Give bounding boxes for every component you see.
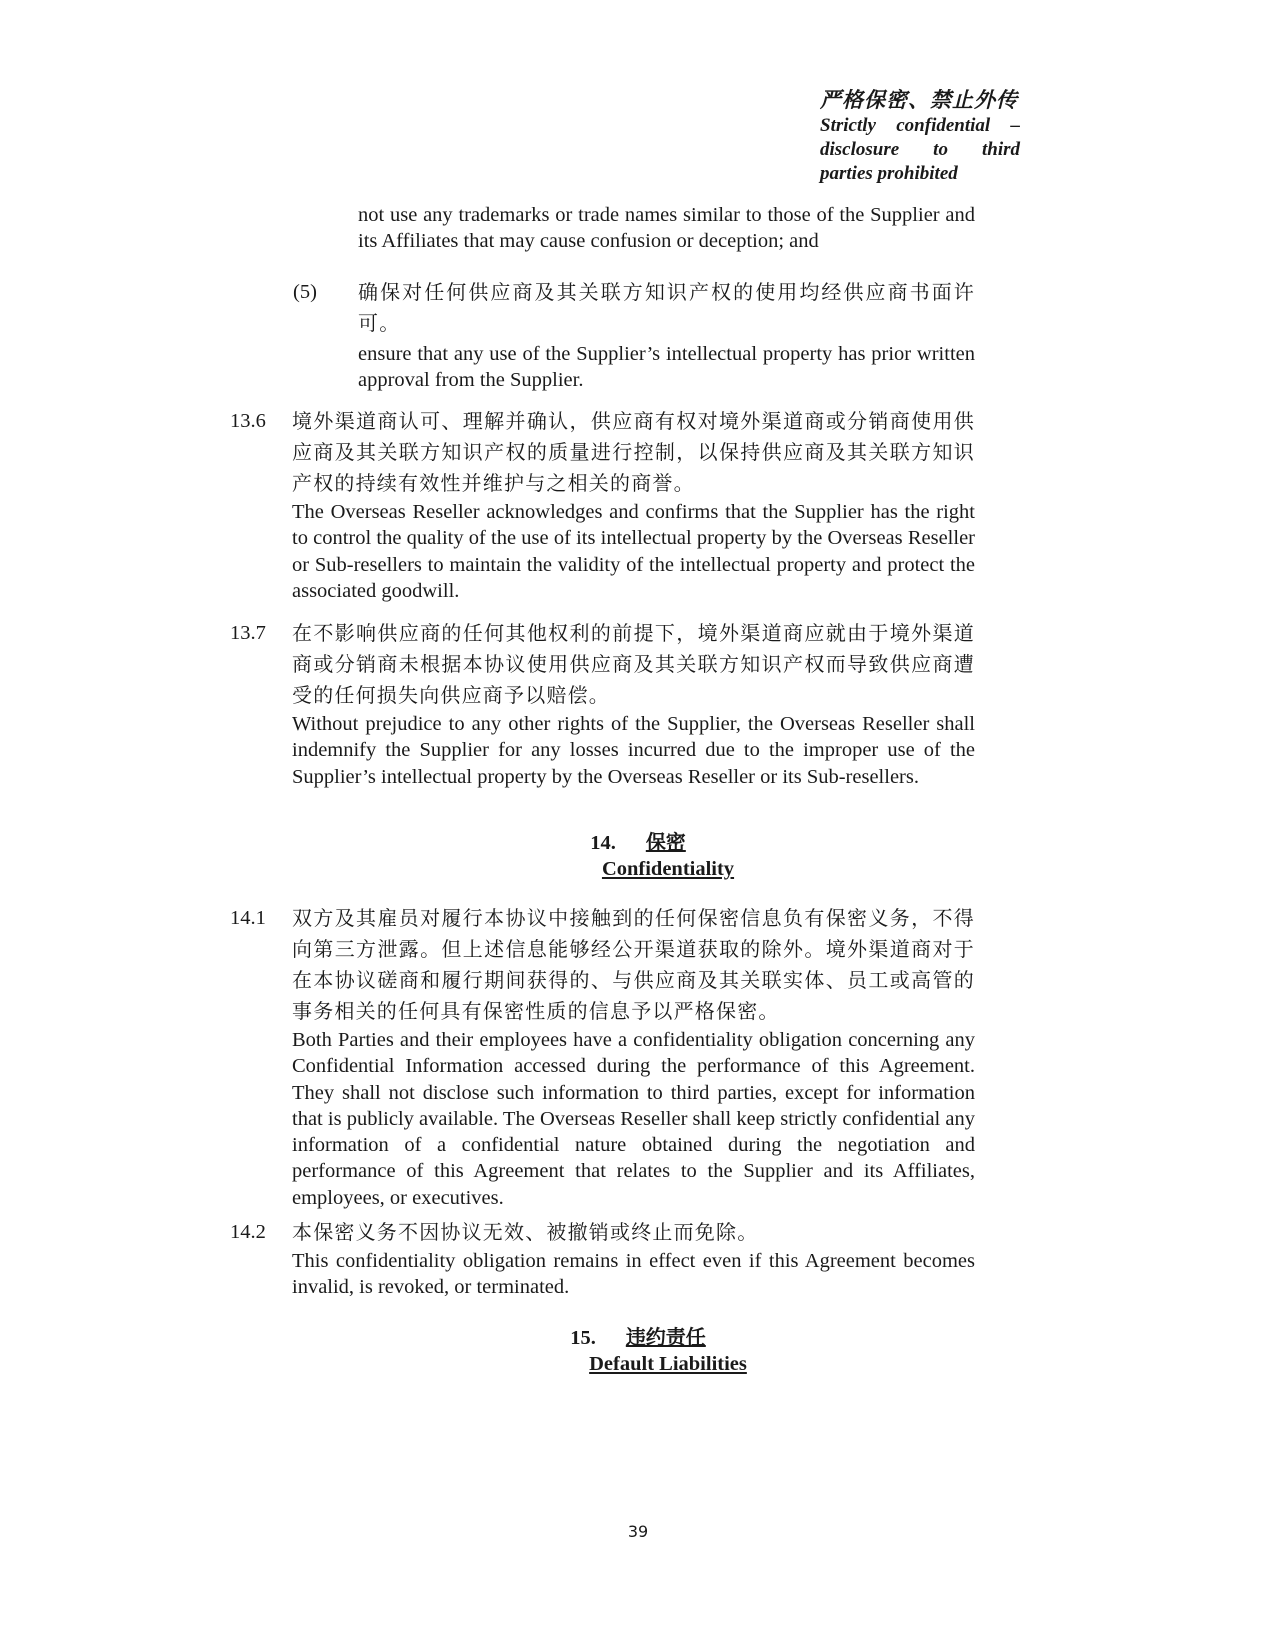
confidentiality-notice-en-line1: Strictly confidential – <box>820 115 1020 136</box>
confidentiality-notice-en-line2: disclosure to third <box>820 139 1020 160</box>
clause-13-7 <box>292 618 975 790</box>
clause-13-7-number: 13.7 <box>230 622 266 644</box>
section-14-heading <box>0 829 1276 882</box>
section-15-title-zh: 违约责任 <box>625 1325 706 1349</box>
clause-13-6-zh: 境外渠道商认可、理解并确认，供应商有权对境外渠道商或分销商使用供应商及其关联方知识产权的质量进行控制，以保持供应商及其关联方知识产权的持续有效性并维护与之相关的商誉。 <box>292 409 975 495</box>
section-14-title-en: Confidentiality <box>601 858 735 880</box>
clause-13-6-number: 13.6 <box>230 410 266 432</box>
confidentiality-notice-en-line3: parties prohibited <box>820 163 958 184</box>
clause-14-1-zh: 双方及其雇员对履行本协议中接触到的任何保密信息负有保密义务，不得向第三方泄露。但上述信息能够经公开渠道获取的除外。境外渠道商对于在本协议磋商和履行期间获得的、与供应商及其关联实体、员工或高管的事务相关的任何具有保密性质的信息予以严格保密。 <box>292 906 975 1023</box>
item-5-en: ensure that any use of the Supplier’s intellectual property has prior written approval from the Supplier. <box>358 343 975 392</box>
section-15-heading <box>0 1324 1276 1377</box>
clause-14-1-en: Both Parties and their employees have a confidentiality obligation concerning any Confidential Information accessed during the performance of this Agreement. They shall not disclose such information to third parties, except for information that is publicly available. The Overseas Reseller shall keep strictly confidential any information of a confidential nature obtained during the negotiation and performance of this Agreement that relates to the Supplier and its Affiliates, employees, or executives. <box>292 1029 975 1209</box>
clause-14-1 <box>292 903 975 1211</box>
item-4-en: not use any trademarks or trade names similar to those of the Supplier and its Affiliates that may cause confusion or deception; and <box>358 204 975 253</box>
section-15-number: 15. <box>570 1327 596 1349</box>
confidentiality-notice <box>820 88 1020 186</box>
clause-13-6-en: The Overseas Reseller acknowledges and confirms that the Supplier has the right to control the quality of the use of its intellectual property by the Overseas Reseller or Sub-resellers to maintain the validity of the intellectual property and protect the associated goodwill. <box>292 501 975 602</box>
clause-14-2 <box>292 1217 975 1301</box>
clause-14-2-zh: 本保密义务不因协议无效、被撤销或终止而免除。 <box>292 1220 759 1244</box>
clause-14-2-number: 14.2 <box>230 1221 266 1243</box>
confidentiality-notice-zh: 严格保密、禁止外传 <box>820 88 1018 112</box>
page-number: 39 <box>627 1522 649 1541</box>
clause-13-7-en: Without prejudice to any other rights of the Supplier, the Overseas Reseller shall indemnify the Supplier for any losses incurred due to the improper use of the Supplier’s intellectual property by the Overseas Reseller or its Sub-resellers. <box>292 713 975 788</box>
item-5-number: (5) <box>293 281 317 303</box>
clause-13-7-zh: 在不影响供应商的任何其他权利的前提下，境外渠道商应就由于境外渠道商或分销商未根据本协议使用供应商及其关联方知识产权而导致供应商遭受的任何损失向供应商予以赔偿。 <box>292 621 975 707</box>
section-14-number: 14. <box>590 832 616 854</box>
section-15-title-en: Default Liabilities <box>589 1353 747 1375</box>
clause-14-2-en: This confidentiality obligation remains in effect even if this Agreement becomes invalid, is revoked, or terminated. <box>292 1250 975 1299</box>
clause-14-1-number: 14.1 <box>230 907 266 929</box>
item-5 <box>358 277 975 394</box>
clause-13-6 <box>292 406 975 604</box>
item-4-continuation <box>358 202 975 255</box>
item-5-zh: 确保对任何供应商及其关联方知识产权的使用均经供应商书面许可。 <box>358 280 975 335</box>
section-14-title-zh: 保密 <box>645 830 686 854</box>
